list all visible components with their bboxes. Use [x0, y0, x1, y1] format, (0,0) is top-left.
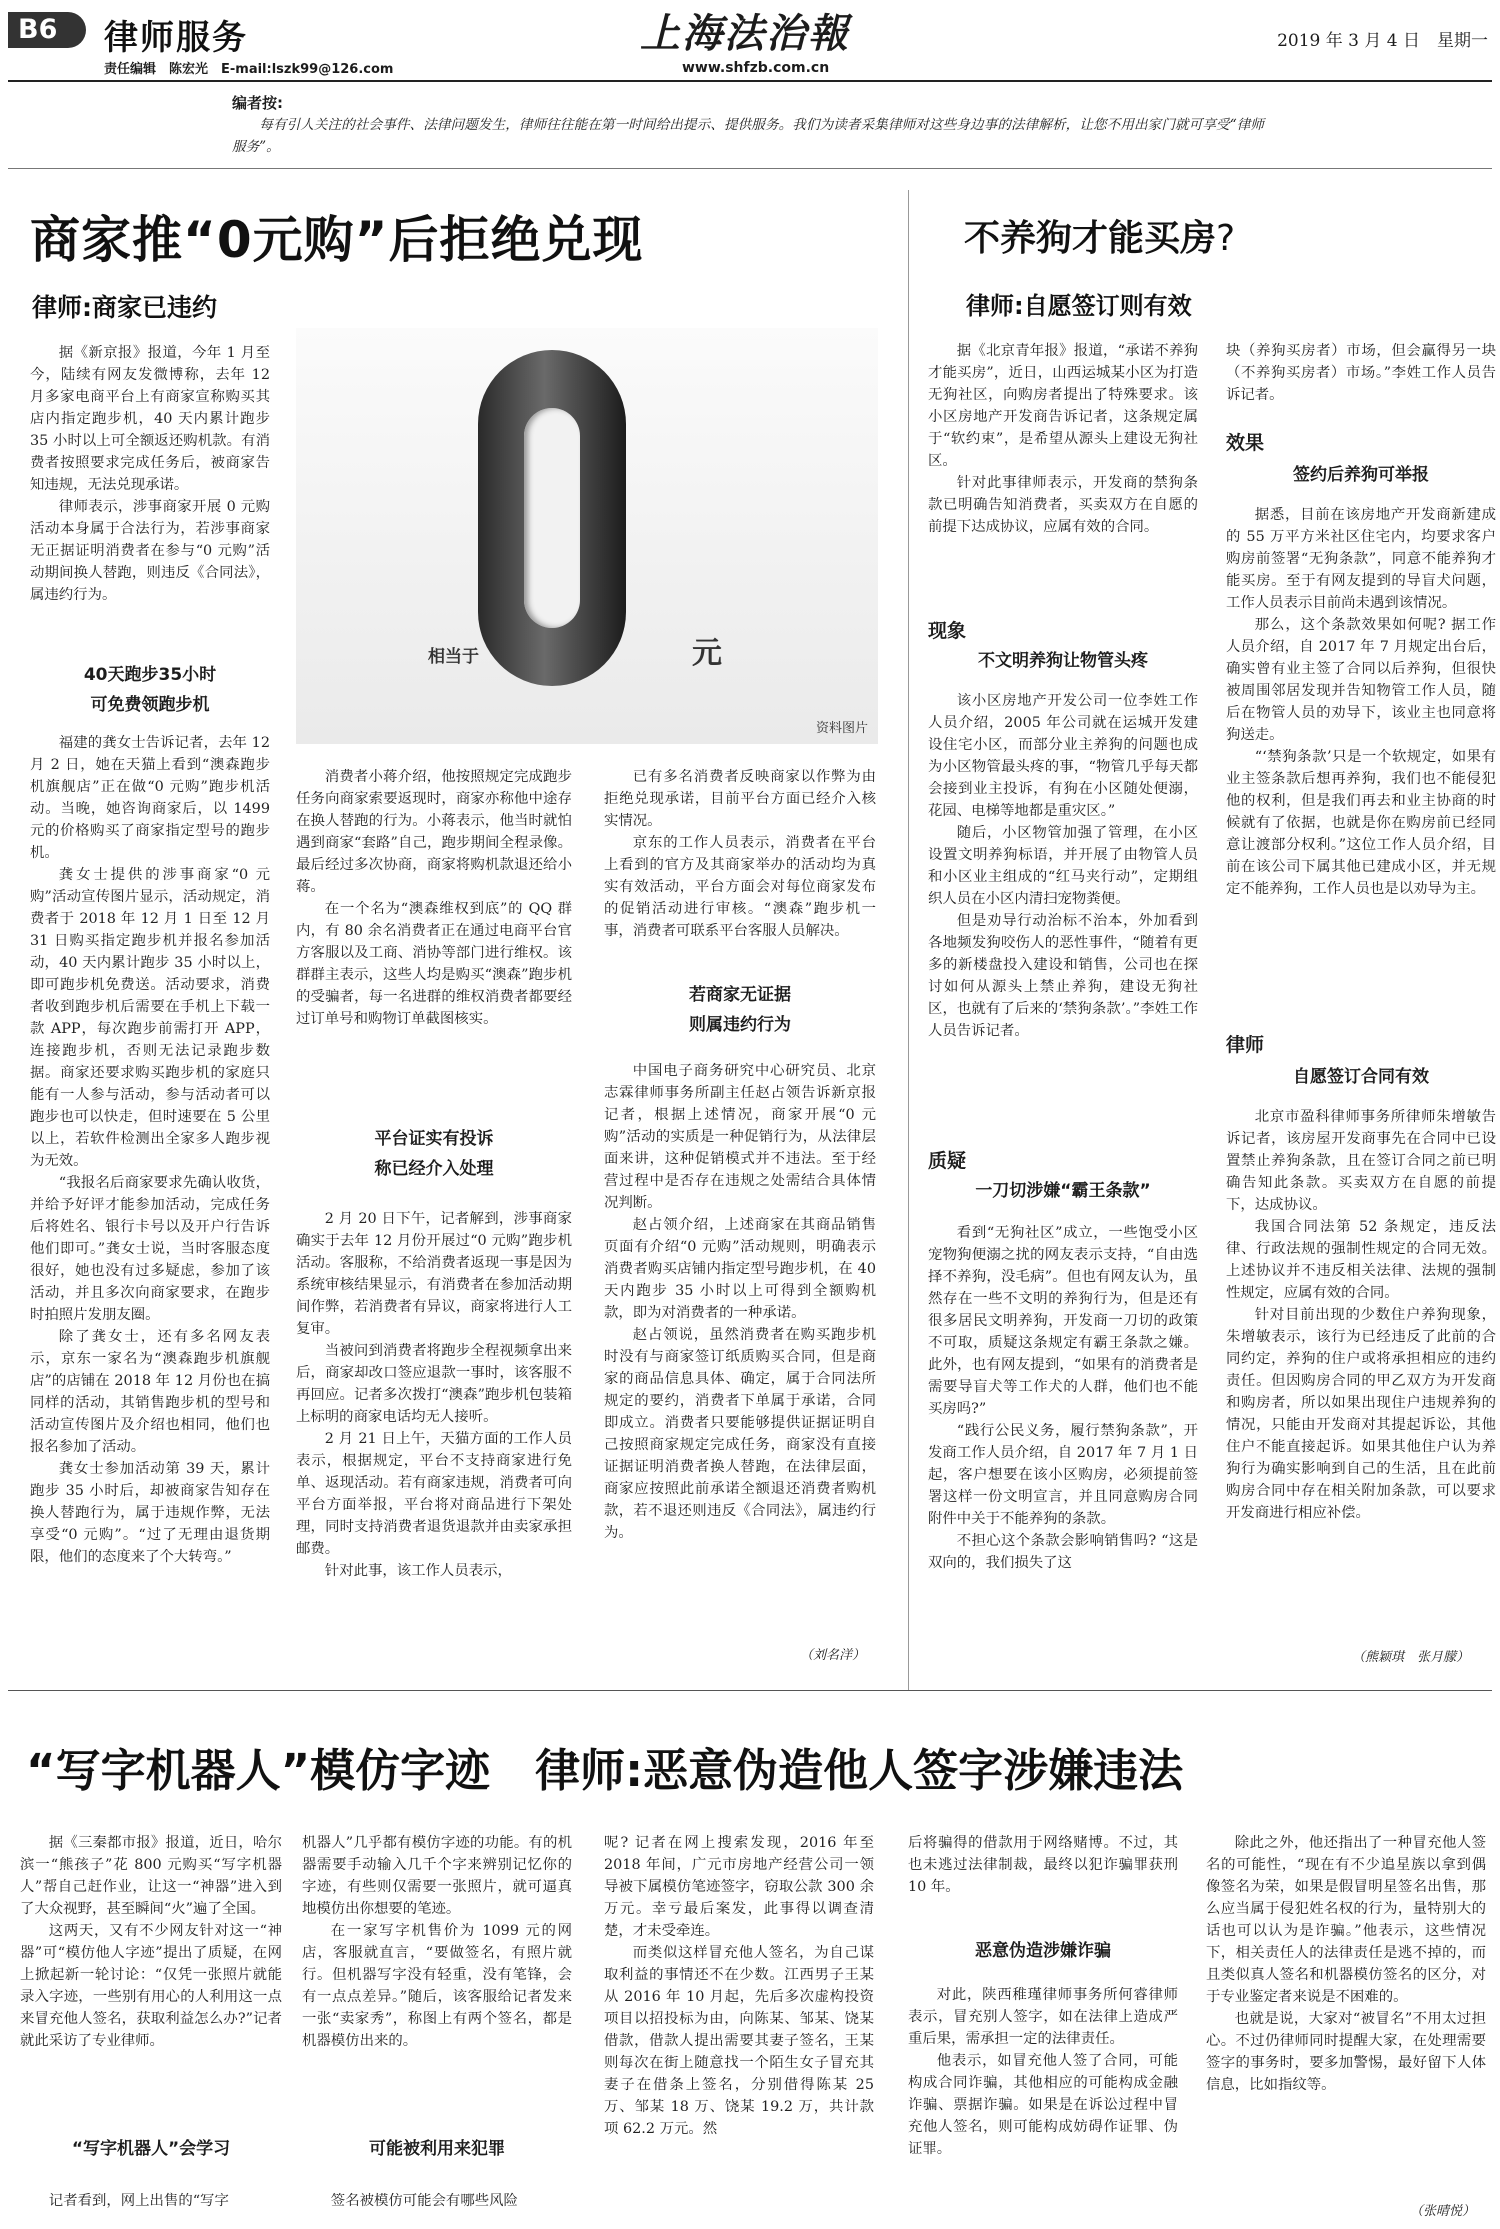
- paragraph: 2 月 21 日上午，天猫方面的工作人员表示，根据规定，平台不支持商家进行免单、返现活动。若有商家违规，消费者可向平台方面举报，平台将对商品进行下架处理，同时支持消费者退货退款并由卖家承担邮费。: [296, 1431, 572, 1557]
- article2-sec2-head: 一刀切涉嫌“霸王条款”: [975, 1181, 1151, 1201]
- article-divider: [908, 190, 909, 1690]
- image-big-zero: [478, 350, 626, 686]
- article2-col2-top: [1226, 340, 1496, 406]
- paragraph: 在一个名为“澳森维权到底”的 QQ 群内，有 80 余名消费者正在通过电商平台官方客服以及工商、消协等部门进行维权。该群群主表示，这些人均是购买“澳森”跑步机的受骗者，每一名进群的维权消费者都要经过订单号和购物订单截图核实。: [296, 901, 572, 1027]
- paragraph: “践行公民义务，履行禁狗条款”，开发商工作人员介绍，自 2017 年 7 月 1 日起，客户想要在该小区购房，必须提前签署这样一份文明宣言，并且同意购房合同附件中关于不能养狗的条款。: [928, 1423, 1198, 1527]
- article1-col1-bottom: [30, 732, 270, 1568]
- head-line: 40天跑步35小时: [83, 665, 217, 685]
- article3-col1: [20, 1832, 282, 2052]
- article3-col4: [908, 1832, 1178, 1898]
- article3-head-b: 可能被利用来犯罪: [369, 2139, 505, 2159]
- article2-sec1-body: [928, 690, 1198, 1042]
- article3-head-a: “写字机器人”会学习: [71, 2139, 231, 2159]
- article3-title: “写字机器人”模仿字迹 律师:恶意伪造他人签字涉嫌违法: [26, 1744, 1184, 1797]
- issue-date: 2019 年 3 月 4 日 星期一: [1277, 31, 1488, 51]
- head-line: 则属违约行为: [689, 1015, 791, 1035]
- paragraph: 龚女士提供的涉事商家“0 元购”活动宣传图片显示，活动规定，消费者于 2018 年 12 月 1 日至 12 月 31 日购买指定跑步机并报名参加活动，40 天内累计跑步 35 小时以上，即可跑步机免费送。活动要求，消费者收到跑步机后需要在手机上下载一款 APP，每次跑步前需打开 APP，连接跑步机，否则无法记录跑步数据。商家还要求购买跑步机的家庭只能有一人参与活动，参与活动者可以跑步也可以快走，但时速要在 5 公里以上，若软件检测出全家多人跑步视为无效。: [30, 867, 270, 1169]
- article3-col1-tail: [20, 2190, 282, 2212]
- paragraph: 也就是说，大家对“被冒名”不用太过担心。不过仍律师同时提醒大家，在处理需要签字的事务时，要多加警惕，最好留下人体信息，比如指纹等。: [1206, 2011, 1486, 2093]
- paragraph: 他表示，如冒充他人签了合同，可能构成合同诈骗，其他相应的可能构成金融诈骗、票据诈骗。如果是在诉讼过程中冒充他人签名，则可能构成妨碍作证罪、伪证罪。: [908, 2053, 1178, 2157]
- paragraph: 签名被模仿可能会有哪些风险: [330, 2193, 518, 2209]
- page-number: B6: [18, 14, 58, 45]
- article1-head-b: [296, 1124, 572, 1184]
- article1-col2-bottom: [296, 1208, 572, 1582]
- editor-credit: 责任编辑 陈宏光 E-mail:lszk99@126.com: [104, 62, 394, 77]
- article2-sec3-head: 签约后养狗可举报: [1293, 465, 1429, 485]
- paragraph: 京东的工作人员表示，消费者在平台上看到的官方及其商家举办的活动均为真实有效活动，平台方面会对每位商家发布的促销活动进行审核。“澳森”跑步机一事，消费者可联系平台客服人员解决。: [604, 835, 876, 939]
- paragraph: 后将骗得的借款用于网络赌博。不过，其也未逃过法律制裁，最终以犯诈骗罪获刑 10 年。: [908, 1835, 1178, 1895]
- paragraph: 该小区房地产开发公司一位李姓工作人员介绍，2005 年公司就在运城开发建设住宅小区，而部分业主养狗的问题也成为小区物管最头疼的事，“物管几乎每天都会接到业主投诉，有狗在小区随处便溺，花园、电梯等地都是重灾区。”: [928, 693, 1198, 819]
- article1-col3-bottom: [604, 1060, 876, 1544]
- intro-text: 每有引人关注的社会事件、法律问题发生，律师往往能在第一时间给出提示、提供服务。我们为读者采集律师对这些身边事的法律解析，让您不用出家门就可享受“律师服务”。: [232, 117, 1264, 155]
- article2-sec3: 效果: [1226, 432, 1265, 454]
- paragraph: 对此，陕西稚瑾律师事务所何睿律师表示，冒充别人签字，如在法律上造成严重后果，需承担一定的法律责任。: [908, 1987, 1178, 2047]
- paragraph: 而类似这样冒充他人签名，为自己谋取利益的事情还不在少数。江西男子王某从 2016 年 10 月起，先后多次虚构投资项目以招投标为由，向陈某、邹某、饶某借款，借款人提出需要其妻子签名，王某则每次在街上随意找一个陌生女子冒充其妻子在借条上签名，分别借得陈某 25 万、邹某 18 万、饶某 19.2 万，共计款项 62.2 万元。然: [604, 1945, 874, 2137]
- article3-col3: [604, 1832, 874, 2140]
- article1-subtitle: 律师:商家已违约: [32, 293, 217, 322]
- paragraph: 我国合同法第 52 条规定，违反法律、行政法规的强制性规定的合同无效。上述协议并不违反相关法律、法规的强制性规定，应属有效的合同。: [1226, 1219, 1496, 1301]
- article2-sec3-body: [1226, 504, 1496, 900]
- paragraph: 不担心这个条款会影响销售吗? “这是双向的，我们损失了这: [928, 1533, 1198, 1571]
- paragraph: 在一家写字机售价为 1099 元的网店，客服就直言，“要做签名，有照片就行。但机器写字没有轻重，没有笔锋，会有一点点差异。”随后，该客服给记者发来一张“卖家秀”，称图上有两个签名，都是机器模仿出来的。: [302, 1923, 572, 2049]
- paragraph: 北京市盈科律师事务所律师朱增敏告诉记者，该房屋开发商事先在合同中已设置禁止养狗条款，且在签订合同之前已明确告知此条款。买卖双方在自愿的前提下，达成协议。: [1226, 1109, 1496, 1213]
- paragraph: 但是劝导行动治标不治本，外加看到各地频发狗咬伤人的恶性事件，“随着有更多的新楼盘投入建设和销售，公司也在探讨如何从源头上禁止养狗，建设无狗社区，也就有了后来的‘禁狗条款’。”李姓工作人员告诉记者。: [928, 913, 1198, 1039]
- paragraph: 块（养狗买房者）市场，但会赢得另一块（不养狗买房者）市场。”李姓工作人员告诉记者。: [1226, 343, 1496, 403]
- head-line: 可免费领跑步机: [90, 695, 210, 715]
- paragraph: 记者看到，网上出售的“写字: [48, 2193, 229, 2209]
- article1-head-c: [604, 980, 876, 1040]
- paragraph: 随后，小区物管加强了管理，在小区设置文明养狗标语，并开展了由物管人员和小区业主组成的“红马夹行动”，定期组织人员在小区内清扫宠物粪便。: [928, 825, 1198, 907]
- intro-rule: [8, 168, 1492, 169]
- paragraph: 已有多名消费者反映商家以作弊为由拒绝兑现承诺，目前平台方面已经介入核实情况。: [604, 769, 876, 829]
- paragraph: 据《北京青年报》报道，“承诺不养狗才能买房”，近日，山西运城某小区为打造无狗社区，向购房者提出了特殊要求。该小区房地产开发商告诉记者，这条规定属于“软约束”，是希望从源头上建设无狗社区。: [928, 343, 1198, 469]
- head-line: 称已经介入处理: [374, 1159, 494, 1179]
- article2-sec4: 律师: [1226, 1034, 1265, 1056]
- article2-title: [964, 210, 1235, 261]
- paragraph: 除了龚女士，还有多名网友表示，京东一家名为“澳森跑步机旗舰店”的店铺在 2018 年 12 月份也在搞同样的活动，其销售跑步机的型号和活动宣传图片及介绍也相同，他们也报名参加了活动。: [30, 1329, 270, 1455]
- paragraph: 2 月 20 日下午，记者解到，涉事商家确实于去年 12 月份开展过“0 元购”跑步机活动。客服称，不给消费者返现一事是因为系统审核结果显示，有消费者在参加活动期间作弊，若消费者有异议，商家将进行人工复审。: [296, 1211, 572, 1337]
- article3-col5: [1206, 1832, 1486, 2096]
- article2-sec4-body: [1226, 1106, 1496, 1524]
- paragraph: 中国电子商务研究中心研究员、北京志霖律师事务所副主任赵占领告诉新京报记者，根据上述情况，商家开展“0 元购”活动的实质是一种促销行为，从法律层面来讲，这种促销模式并不违法。至于经营过程中是否存在违规之处需结合具体情况判断。: [604, 1063, 876, 1211]
- header-rule: [8, 80, 1492, 82]
- image-caption: 资料图片: [815, 721, 868, 736]
- paragraph: 这两天，又有不少网友针对这一“神器”可“模仿他人字迹”提出了质疑，在网上掀起新一轮讨论：“仅凭一张照片就能录入字迹，一些别有用心的人利用这一点来冒充他人签名，获取利益怎么办?”记者就此采访了专业律师。: [20, 1923, 282, 2049]
- section-title: 律师服务: [104, 18, 248, 58]
- bottom-section-rule: [8, 1690, 1492, 1691]
- article2-sec1-head: 不文明养狗让物管头疼: [978, 651, 1148, 671]
- article2-byline: （熊颖琪 张月朦）: [1352, 1650, 1470, 1665]
- paragraph: 针对此事，该工作人员表示，: [324, 1563, 512, 1579]
- article1-head-a: [30, 660, 270, 720]
- article2-sec2: 质疑: [928, 1150, 967, 1172]
- paragraph: 当被问到消费者将跑步全程视频拿出来后，商家却改口签应退款一事时，该客服不再回应。记者多次拨打“澳森”跑步机包装箱上标明的商家电话均无人接听。: [296, 1343, 572, 1425]
- paragraph: 据悉，目前在该房地产开发商新建成的 55 万平方米社区住宅内，均要求客户购房前签署“无狗条款”，同意不能养狗才能买房。至于有网友提到的导盲犬问题，工作人员表示目前尚未遇到该情况。: [1226, 507, 1496, 611]
- article1-col2-top: [296, 766, 572, 1030]
- paragraph: 据《三秦都市报》报道，近日，哈尔滨一“熊孩子”花 800 元购买“写字机器人”帮自己赶作业，让这一“神器”进入到了大众视野，甚至瞬间“火”遍了全国。: [20, 1835, 282, 1917]
- paragraph: 福建的龚女士告诉记者，去年 12 月 2 日，她在天猫上看到“澳森跑步机旗舰店”正在做“0 元购”跑步机活动。当晚，她咨询商家后，以 1499 元的价格购买了商家指定型号的跑步机。: [30, 735, 270, 861]
- article1-title: 商家推“0元购”后拒绝兑现: [30, 211, 644, 269]
- paragraph: 机器人”几乎都有模仿字迹的功能。有的机器需要手动输入几千个字来辨别记忆你的字迹，有些则仅需要一张照片，就可逼真地模仿出你想要的笔迹。: [302, 1835, 572, 1917]
- paragraph: 律师表示，涉事商家开展 0 元购活动本身属于合法行为，若涉事商家无正据证明消费者在参与“0 元购”活动期间换人替跑，则违反《合同法》，属违约行为。: [30, 499, 270, 603]
- masthead-logo: 上海法治報: [640, 10, 850, 57]
- paragraph: 针对此事律师表示，开发商的禁狗条款已明确告知消费者，买卖双方在自愿的前提下达成协议，应属有效的合同。: [928, 475, 1198, 535]
- article3-col2-tail: [302, 2190, 572, 2212]
- paragraph: 呢? 记者在网上搜索发现，2016 年至 2018 年间，广元市房地产经营公司一领导被下属模仿笔迹签字，窃取公款 300 余万元。幸亏最后案发，此事得以调查清楚，才未受牵连。: [604, 1835, 874, 1939]
- paragraph: 赵占领说，虽然消费者在购买跑步机时没有与商家签订纸质购买合同，但是商家的商品信息具体、确定，属于合同法所规定的要约，消费者下单属于承诺，合同即成立。消费者只要能够提供证据证明自己按照商家规定完成任务，商家没有直接证据证明消费者换人替跑，在法律层面，商家应按照此前承诺全额退还消费者购机款，若不退还则违反《合同法》，属违约行为。: [604, 1327, 876, 1541]
- paragraph: “我报名后商家要求先确认收货，并给予好评才能参加活动，完成任务后将姓名、银行卡号以及开户行告诉他们即可。”龚女士说，当时客服态度很好，她也没有过多疑虑，参加了该活动，并且多次向商家要求，在跑步时拍照片发朋友圈。: [30, 1175, 270, 1323]
- paragraph: “‘禁狗条款’只是一个软规定，如果有业主签条款后想再养狗，我们也不能侵犯他的权利，但是我们再去和业主协商的时候就有了依据，也就是你在购房前已经同意让渡部分权利。”这位工作人员介绍，目前在该公司下属其他已建成小区，并无规定不能养狗，工作人员也是以劝导为主。: [1226, 749, 1496, 897]
- paragraph: 那么，这个条款效果如何呢? 据工作人员介绍，自 2017 年 7 月规定出台后，确实曾有业主签了合同以后养狗，但很快被周围邻居发现并告知物管工作人员，随后在物管人员的劝导下，该业主也同意将狗送走。: [1226, 617, 1496, 743]
- image-right-text: 元: [692, 636, 722, 671]
- paragraph: 消费者小蒋介绍，他按照规定完成跑步任务向商家索要返现时，商家亦称他中途存在换人替跑的行为。小蒋表示，他当时就怕遇到商家“套路”自己，跑步期间全程录像。最后经过多次协商，商家将购机款退还给小蒋。: [296, 769, 572, 895]
- paragraph: 龚女士参加活动第 39 天，累计跑步 35 小时后，却被商家告知存在换人替跑行为，属于违规作弊，无法享受“0 元购”。“过了无理由退货期限，他们的态度来了个大转弯。”: [30, 1461, 270, 1565]
- article2-col1-intro: [928, 340, 1198, 538]
- paragraph: 针对目前出现的少数住户养狗现象，朱增敏表示，该行为已经违反了此前的合同约定，养狗的住户或将承担相应的违约责任。但因购房合同的甲乙双方为开发商和购房者，所以如果出现住户违规养狗的情况，只能由开发商对其提起诉讼，其他住户不能直接起诉。如果其他住户认为养狗行为确实影响到自己的生活，且在此前购房合同中存在相关附加条款，可以要求开发商进行相应补偿。: [1226, 1307, 1496, 1521]
- article1-col3-top: [604, 766, 876, 942]
- paragraph: 看到“无狗社区”成立，一些饱受小区宠物狗便溺之扰的网友表示支持，“自由选择不养狗，没毛病”。但也有网友认为，虽然存在一些不文明的养狗行为，但是还有很多居民文明养狗，开发商一刀切的政策不可取，质疑这条规定有霸王条款之嫌。此外，也有网友提到，“如果有的消费者是需要导盲犬等工作犬的人群，他们也不能买房吗?”: [928, 1225, 1198, 1417]
- article3-byline: （张晴悦）: [1410, 2204, 1476, 2219]
- article2-sec4-head: 自愿签订合同有效: [1293, 1067, 1429, 1087]
- site-url[interactable]: www.shfzb.com.cn: [682, 60, 830, 76]
- page-number-badge: [8, 12, 86, 48]
- article1-col1-top: [30, 342, 270, 606]
- article3-col2: [302, 1832, 572, 2052]
- article3-head-c: 恶意伪造涉嫌诈骗: [975, 1941, 1111, 1961]
- zero-yuan-image: [296, 328, 878, 744]
- head-line: 平台证实有投诉: [374, 1129, 494, 1149]
- paragraph: 除此之外，他还指出了一种冒充他人签名的可能性，“现在有不少追星族以拿到偶像签名为荣，如果是假冒明星签名出售，那么应当属于侵犯姓名权的行为，量特别大的话也可以认为是诈骗。”他表示，这些情况下，相关责任人的法律责任是逃不掉的，而且类似真人签名和机器模仿签名的区分，对于专业鉴定者来说是不困难的。: [1206, 1835, 1486, 2005]
- article2-sec2-body: [928, 1222, 1198, 1574]
- image-left-text: 相当于: [428, 647, 479, 667]
- paragraph: 据《新京报》报道，今年 1 月至今，陆续有网友发微博称，去年 12 月多家电商平台上有商家宣称购买其店内指定跑步机，40 天内累计跑步 35 小时以上可全额返还购机款。有消费者按照要求完成任务后，被商家告知违规，无法兑现承诺。: [30, 345, 270, 493]
- article2-subtitle: 律师:自愿签订则有效: [966, 292, 1192, 320]
- paragraph: 赵占领介绍，上述商家在其商品销售页面有介绍“0 元购”活动规则，明确表示消费者购买店铺内指定型号跑步机，在 40 天内跑步 35 小时以上可得到全额购机款，即为对消费者的一种承诺。: [604, 1217, 876, 1321]
- title-question: ?: [1216, 218, 1236, 259]
- intro-label: 编者按:: [232, 94, 283, 112]
- article2-sec1: 现象: [928, 620, 967, 642]
- article1-byline: （刘名洋）: [800, 1648, 866, 1663]
- head-line: 若商家无证据: [689, 985, 791, 1005]
- article3-col4-b: [908, 1984, 1178, 2160]
- title-text: 不养狗才能买房: [964, 218, 1217, 259]
